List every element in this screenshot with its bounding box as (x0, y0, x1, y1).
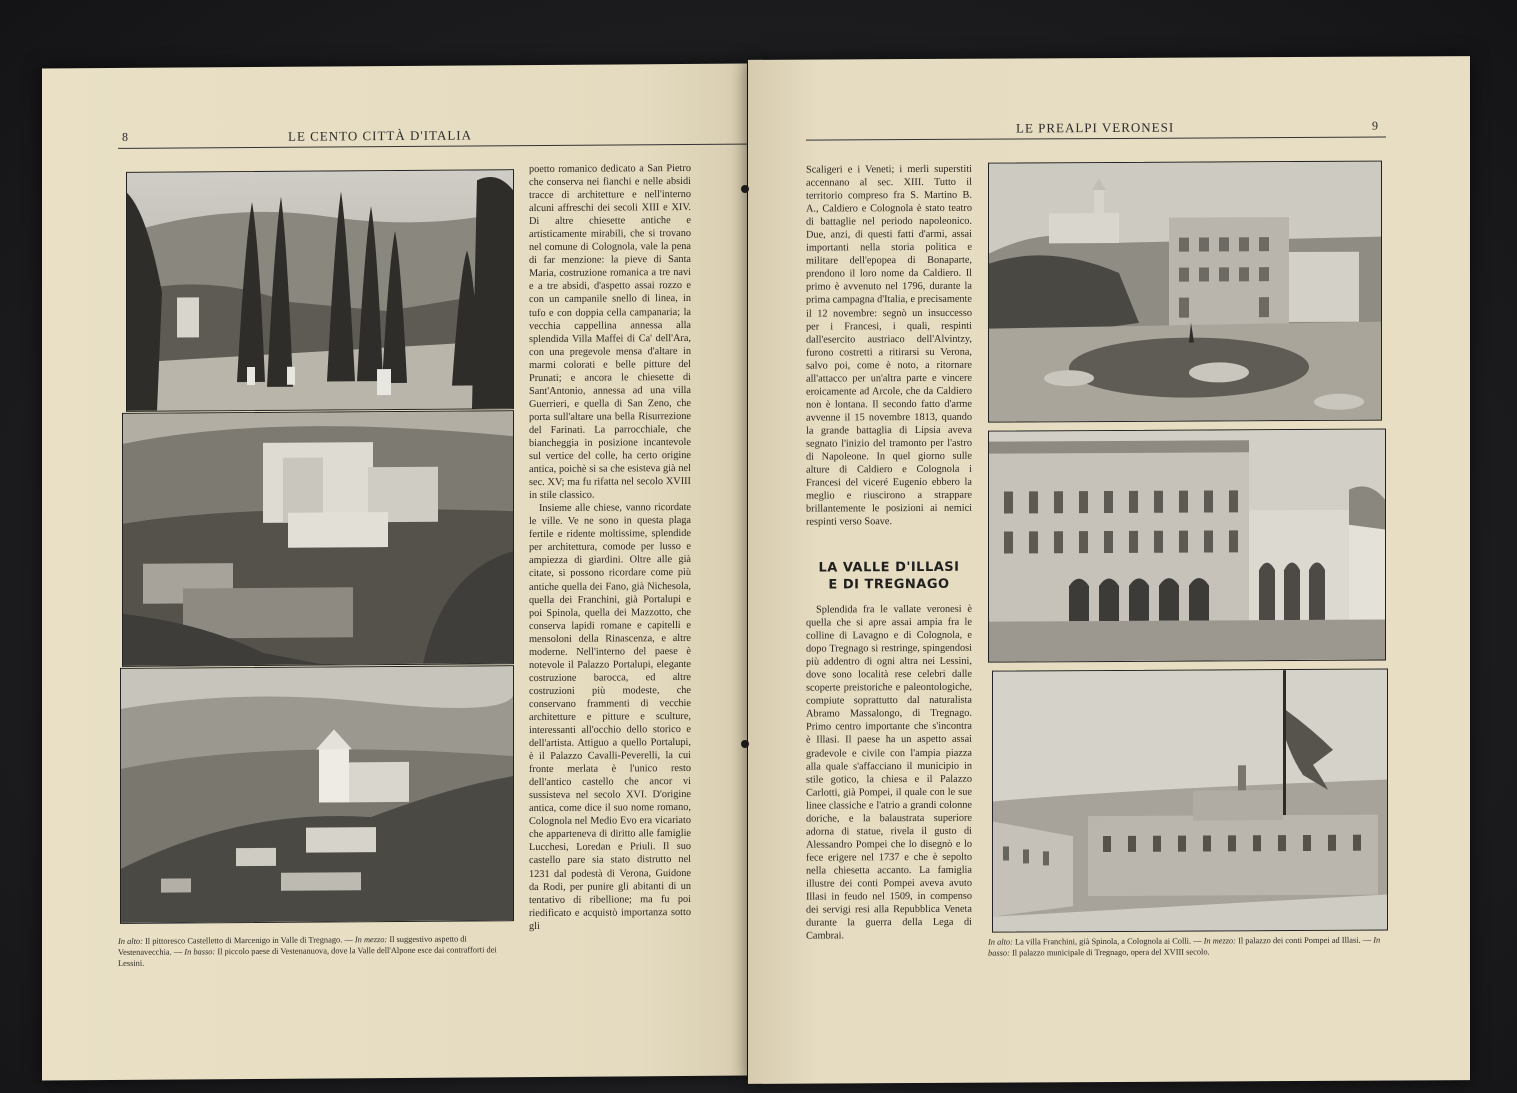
left-paragraph-2: Insieme alle chiese, vanno ricordate le ville. Ve ne sono in questa plaga fertile e ridente moltissime, splendide per architettura, comode per lusso e ampiezza di giardini. Oltre alle già citate, si possono ricordare come più antiche quella dei Fano, già Nichesola, quella dei Franchini, già Portalupi e poi Spinola, quella dei Mazzotto, che conserva lapidi romane e capitelli e mensoloni della Rinascenza, e altre moderne. Nell'interno del paese è notevole il Palazzo Portalupi, elegante costruzione barocca, ed altre costruzioni più modeste, che conservano frammenti di vecchie architetture e pitture e sculture, interessanti all'occhio dello storico e dell'artista. Attiguo a quello Portalupi, è il Palazzo Cavalli-Peverelli, la cui fronte merlata è l'unico resto dell'antico castello che ancor vi sussisteva nel secolo XVI. D'origine antica, come dice il suo nome romano, Colognola nel Medio Evo era vicariato che apparteneva di diritto alle famiglie Lucchesi, Loredan e Priuli. Il suo castello pare sia stato distrutto nel 1231 dal podestà di Verona, Guidone da Rodi, per punire gli abitanti di un tentativo di ribellione; ma fu poi riedificato e acquistò importanza sotto gli (529, 502, 691, 932)
left-page-header (118, 125, 758, 148)
caption-top-text: Il pittoresco Castelletto di Marcenigo in Valle di Tregnago. — (144, 935, 353, 946)
section-title-line-1: LA VALLE D'ILLASI (818, 559, 960, 576)
photo-municipale-image (993, 670, 1387, 932)
section-title (806, 559, 972, 594)
caption-top-label: In alto: (118, 936, 143, 946)
caption-middle-label: In mezzo: (1203, 936, 1236, 946)
binding-hole (741, 740, 749, 748)
photo-vestenavecchia (122, 410, 514, 667)
photo-vestenavecchia-image (123, 411, 513, 666)
left-page (42, 64, 747, 1081)
left-running-title: LE CENTO CITTÀ D'ITALIA (288, 127, 473, 144)
photo-villa-franchini-image (989, 162, 1381, 422)
caption-top-text: La villa Franchini, già Spinola, a Colognola ai Colli. — (1014, 936, 1202, 947)
right-body-column-bottom (806, 603, 972, 943)
left-body-column (529, 162, 691, 933)
right-page-number: 9 (1372, 118, 1379, 133)
section-title-line-2: E DI TREGNAGO (828, 576, 950, 593)
caption-middle-label: In mezzo: (354, 935, 388, 945)
photo-palazzo-pompei (988, 429, 1386, 663)
photo-vestenanuova-image (121, 666, 513, 923)
caption-bottom-label: In basso: (184, 947, 216, 957)
caption-bottom-text: Il piccolo paese di Vestenanuova, dove la Valle dell'Alpone esce dai contrafforti dei Lessini. (118, 945, 497, 968)
right-page (748, 56, 1470, 1084)
photo-palazzo-pompei-image (989, 430, 1385, 662)
left-photo-caption (118, 933, 518, 969)
photo-palazzo-municipale-tregnago (992, 669, 1388, 933)
caption-middle-text: Il palazzo dei conti Pompei ad Illasi. — (1238, 935, 1372, 946)
left-paragraph-1: poetto romanico dedicato a San Pietro che conserva nei fianchi e nelle absidi tracce di architetture e nell'interno alcuni affreschi dei secoli XIII e XIV. Di altre chiesette antiche e artisticamente mirabili, che si trovano nel comune di Colognola, vale la pena di far menzione: la pieve di Santa Maria, costruzione romanica a tre navi e a tre absidi, d'aspetto assai rozzo e con un campanile snello di linea, in tufo e con doppia cella campanaria; la vecchia cappellina annessa alla splendida Villa Maffei di Ca' dell'Ara, con una pregevole mensa d'altare in marmi colorati e belle pitture del Prunati; e ancora le chiesette di Sant'Antonio, annessa ad una villa Guerrieri, e quella di San Zeno, che porta sull'altare una bella Risurrezione del Farinati. La parrocchiale, che biancheggia in posizione incantevole sul vertice del colle, ha certo origine antica, poichè si sa che esisteva già nel sec. XV; ma fu rifatta nel secolo XVIII in stile classico. (529, 162, 691, 502)
photo-castelletto-image (127, 170, 513, 411)
right-body-column-top (806, 163, 972, 529)
right-photo-caption (988, 935, 1386, 959)
left-page-number: 8 (122, 129, 129, 144)
caption-top-label: In alto: (988, 937, 1013, 947)
right-paragraph-top: Scaligeri e i Veneti; i merli superstiti accennano al sec. XIII. Tutto il territorio compreso fra S. Martino B. A., Caldiero e Colognola è stato teatro di battaglie nel periodo napoleonico. Due, anzi, di questi fatti d'armi, assai importanti nella storia politica e militare dell'epopea di Bonaparte, prendono il loro nome da Caldiero. Il primo è avvenuto nel 1796, durante la prima campagna d'Italia, e precisamente il 12 novembre: segnò un insuccesso per i Francesi, i quali, respinti dall'esercito austriaco dell'Alvintzy, furono costretti a ritirarsi su Verona, salvo poi, come è noto, a ritornare all'attacco per un'altra parte e vincere eroicamente ad Arcole, che da Caldiero non è lontana. Il secondo fatto d'arme avvenne il 15 novembre 1813, quando la grande battaglia di Lipsia aveva segnato l'inizio del tramonto per l'astro di Napoleone. In quel giorno sulle alture di Caldiero e Colognola i Francesi del viceré Eugenio ebbero la meglio e riuscirono a strappare brillantemente le posizioni ai nemici respinti verso Soave. (806, 163, 972, 528)
photo-castelletto-marcenigo (126, 169, 514, 412)
photo-vestenanuova (120, 665, 514, 924)
caption-bottom-label: In basso: (988, 935, 1381, 958)
right-paragraph-bottom: Splendida fra le vallate veronesi è quella che si apre assai ampia fra le colline di Lavagno e di Colognola, e dopo Tregnago si restringe, spingendosi più addentro di ogni altra nei Lessini, dove sono località rese celebri dalle scoperte preistoriche e paleontologiche, compiute soprattutto dal naturalista Abramo Massalongo, di Tregnago. Primo centro importante che s'incontra è Illasi. Il paese ha un aspetto assai gradevole e civile con l'ampia piazza alla quale s'affacciano il municipio in stile gotico, la chiesa e il Palazzo Carlotti, già Pompei, il quale con le sue linee classiche e l'atrio a grandi colonne doriche, e la balaustrata superiore adorna di statue, rivela il gusto di Alessandro Pompei che lo disegnò e lo fece erigere nel 1737 e che è sepolto nella chiesetta accanto. La famiglia illustre dei conti Pompei aveva avuto Illasi in feudo nel 1509, in compenso dei servigi resi alla Repubblica Veneta durante la guerra della Lega di Cambrai. (806, 603, 972, 942)
photo-villa-franchini (988, 161, 1382, 423)
binding-hole (741, 185, 749, 193)
caption-middle-text: Il suggestivo aspetto di Vestenavecchia. — (118, 934, 467, 957)
caption-bottom-text: Il palazzo municipale di Tregnago, opera del XVIII secolo. (1011, 947, 1210, 958)
right-page-header (806, 119, 1386, 141)
right-running-title: LE PREALPI VERONESI (1016, 119, 1175, 136)
